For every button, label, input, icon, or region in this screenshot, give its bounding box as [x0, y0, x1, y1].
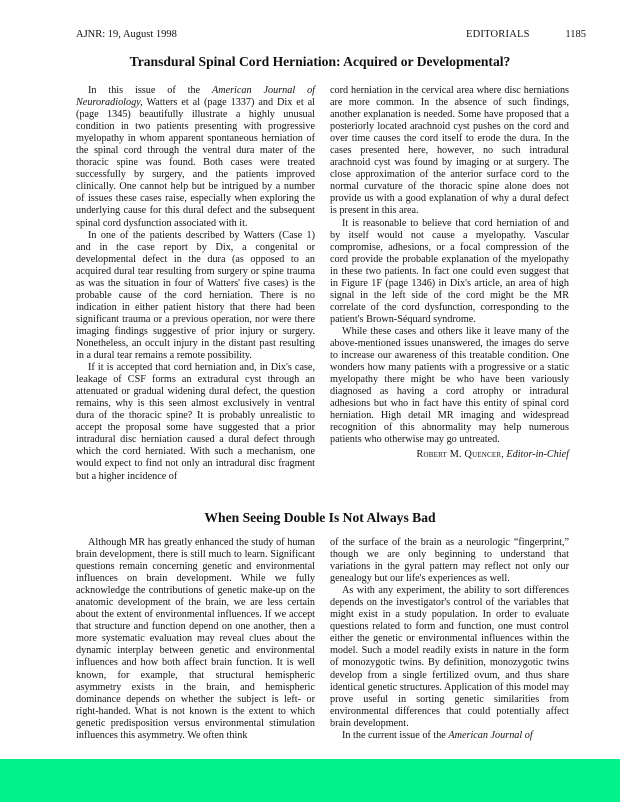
paragraph: Although MR has greatly enhanced the study of human brain development, there is still much to learn. Significant questions remain concerning genetic and environmental influences on brain development. While we fully acknowledge the contributions of genetic make-up on the anatomic development of the brain, we are less certain about the extent of environmental influences. If we accept that structure and function depend on one another, then a more systematic evaluation may reveal clues about the dynamic interplay between genetic and environmental influences and how both affect brain function. It is well known, for example, that structural hemispheric asymmetry exists in the brain, and hemispheric dominance depends on whether the subject is left- or right-handed. What is not known is the extent to which genetic predisposition versus environmental stimulation influences this asymmetry. We often think: [76, 537, 315, 741]
editorial-1-title: Transdural Spinal Cord Herniation: Acquired or Developmental?: [129, 54, 511, 69]
editorial-1-left-column: [76, 85, 315, 483]
page-number: 1185: [565, 29, 586, 40]
paragraph: It is reasonable to believe that cord herniation of and by itself would not cause a myelopathy. Vascular compromise, adhesions, or a focal compression of the cord provide the probable explanation of the myelopathy in these two patients. In fact one could even suggest that in Figure 1F (page 1346) in Dix's article, an area of high signal in the left side of the cord might be the MR correlate of the cord dysfunction, corresponding to the patient's Brown-Séquard syndrome.: [330, 217, 569, 325]
journal-name: American Journal of Neuroradiology,: [76, 85, 315, 109]
journal-name: American Journal of: [448, 729, 533, 741]
editorial-2-right-column: [330, 537, 569, 742]
journal-citation: AJNR: 19, August 1998: [76, 29, 177, 40]
editorial-2-title: When Seeing Double Is Not Always Bad: [204, 510, 436, 525]
paragraph: cord herniation in the cervical area where disc herniations are more common. In the absence of such findings, another explanation is needed. Some have proposed that a posteriorly located arachnoid cyst pushes on the cord and over time causes the cord itself to erode the dura. In the cases presented here, however, no such intradural arachnoid cyst was found by imaging or at surgery. The close approximation of the anterior surface cord to the normal curvature of the thoracic spine alone does not provide us with a good explanation of why a dural defect is present in this area.: [330, 85, 569, 217]
paragraph: [76, 85, 315, 230]
author-name: Robert M. Quencer: [416, 449, 502, 461]
paragraph: In one of the patients described by Watters (Case 1) and in the case report by Dix, a congenital or developmental defect in the dura (as opposed to an acquired dural tear resulting from surgery or spine trauma as was the situation in four of Watters' five cases) is the probable cause of the cord herniation. There is no indication in either patient history that there had been significant trauma or a previous operation, nor were there imaging findings suggestive of prior injury or surgery. Nonetheless, an occult injury in the distant past resulting in a dural tear remains a remote possibility.: [76, 229, 315, 362]
paragraph-text: In this issue of the: [88, 85, 212, 96]
editorial-2-left-column: [76, 537, 315, 742]
running-head: [76, 28, 586, 42]
paragraph: [330, 730, 569, 742]
paragraph: of the surface of the brain as a neurologic “fingerprint,” though we are only beginning to understand that variations in the gyral pattern may reflect not only our genealogy but our life's experiences as well.: [330, 537, 569, 585]
section-label: EDITORIALS: [466, 29, 530, 40]
paragraph: As with any experiment, the ability to sort differences depends on the investigator's control of the variables that might exist in a study population. In order to evaluate questions related to form and function, one must control either the genetic or environmental influences within the model. Such a model readily exists in nature in the form of monozygotic twins. By definition, monozygotic twins develop from a single fertilized ovum, and thus share identical genetic structures. Application of this model may prove useful in sorting genetic similarities from environmental differences that could potentially affect brain development.: [330, 585, 569, 729]
author-role: Editor-in-Chief: [506, 449, 569, 461]
paragraph-text: In the current issue of the: [342, 729, 449, 741]
paragraph-text: Watters et al (page 1337) and Dix et al (page 1345) beautifully illustrate a highly unusual condition in two patients presenting with progressive myelopathy in whom apparent spontaneous herniation of the spinal cord through the ventral dura mater of the thoracic spine was found. Both cases were treated successfully by surgery, and the patients improved clinically. One cannot help but be intrigued by a number of issues these cases raise, especially when exploring the underlying cause for this dural defect and the subsequent spinal cord dysfunction associated with it.: [76, 97, 315, 229]
paragraph: If it is accepted that cord herniation and, in Dix's case, leakage of CSF forms an extradural cyst through an attenuated or gradual widening dural defect, the question remains, why is this seen almost exclusively in ventral dura of the thoracic spine? It is probably unrealistic to accept the proposal some have suggested that a prior intradural disc herniation caused a dural defect through which the cord herniated. With such a mechanism, one would expect to find not only an intradural disc fragment but a higher incidence of: [76, 362, 315, 482]
editorial-1-right-column: [330, 85, 569, 461]
author-signature: Robert M. Quencer, Editor-in-Chief: [416, 449, 569, 461]
paragraph: While these cases and others like it leave many of the above-mentioned issues unanswered, the images do serve to increase our awareness of this treatable condition. One wonders how many patients with a progressive or a static myelopathy there might be who have been variously diagnosed as having a cord atrophy or intradural adhesions but who in fact have this entity of spinal cord herniation. High detail MR imaging and widespread recognition of this abnormality may help numerous patients who otherwise may go untreated.: [330, 325, 569, 446]
